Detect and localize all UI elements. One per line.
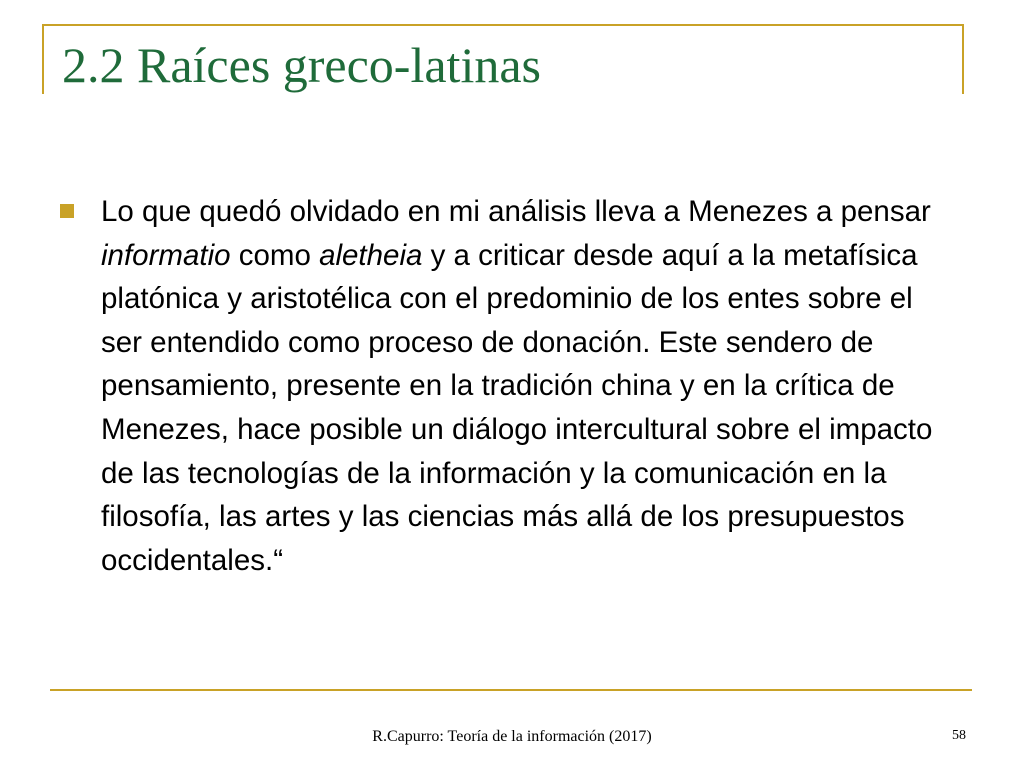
bullet-text-italic-aletheia: aletheia [319, 238, 423, 272]
bullet-item [60, 190, 960, 582]
title-frame-right-rule [962, 24, 964, 94]
page-number: 58 [952, 728, 966, 743]
square-bullet-icon [60, 204, 74, 218]
bullet-text-segment: y a criticar desde aquí a la metafísica platónica y aristotélica con el predominio de los entes sobre el ser entendido como proceso de donación. Este sendero de pensamiento, presente en la tradición china y en la crítica de Menezes, hace posible un diálogo intercultural sobre el impacto de las tecnologías de la información y la comunicación en la filosofía, las artes y las ciencias más allá de los presupuestos occidentales.“ [101, 238, 933, 577]
slide-content [60, 190, 960, 582]
footer-citation: R.Capurro: Teoría de la información (2017) [372, 728, 652, 745]
title-frame-top-rule [42, 24, 964, 26]
bullet-text [101, 190, 951, 582]
bullet-text-segment: como [230, 238, 320, 272]
bullet-text-italic-informatio: informatio [101, 238, 231, 272]
bullet-text-segment: Lo que quedó olvidado en mi análisis lleva a Menezes a pensar [101, 195, 931, 228]
title-frame-left-rule [42, 24, 44, 94]
footer-rule [50, 689, 972, 691]
slide-title: 2.2 Raíces greco-latinas [62, 37, 541, 93]
